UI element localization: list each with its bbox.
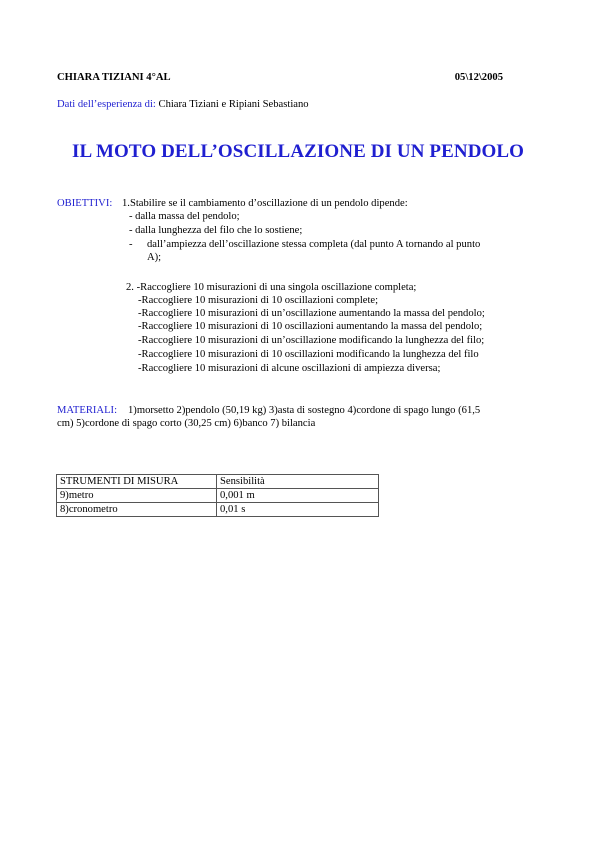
table-cell: 9)metro <box>57 489 217 503</box>
table-cell: 0,001 m <box>217 489 379 503</box>
instruments-table <box>56 474 379 517</box>
author-class: CHIARA TIZIANI 4°AL <box>57 72 171 83</box>
table-header-row <box>57 475 379 489</box>
table-row <box>57 489 379 503</box>
objective-2-item: -Raccogliere 10 misurazioni di un’oscillazione modificando la lunghezza del filo; <box>138 335 485 346</box>
table-cell: 8)cronometro <box>57 503 217 517</box>
objective-2-item: -Raccogliere 10 misurazioni di un’oscillazione aumentando la massa del pendolo; <box>138 308 485 319</box>
table-header-cell: STRUMENTI DI MISURA <box>57 475 217 489</box>
document-header <box>57 72 503 83</box>
objective-1-sub-length: - dalla lunghezza del filo che lo sostiene; <box>129 225 303 236</box>
materials-list-line1: 1)morsetto 2)pendolo (50,19 kg) 3)asta di sostegno 4)cordone di spago lungo (61,5 <box>128 405 481 416</box>
objective-2-item: -Raccogliere 10 misurazioni di 10 oscillazioni aumentando la massa del pendolo; <box>138 321 483 332</box>
objective-1-sub-amplitude-dash: - <box>129 239 133 250</box>
objective-1-sub-mass: - dalla massa del pendolo; <box>129 211 240 222</box>
objective-2-item: 2. -Raccogliere 10 misurazioni di una singola oscillazione completa; <box>126 282 417 293</box>
objective-2-item: -Raccogliere 10 misurazioni di alcune oscillazioni di ampiezza diversa; <box>138 363 441 374</box>
table-cell: 0,01 s <box>217 503 379 517</box>
participants-names: Chiara Tiziani e Ripiani Sebastiano <box>158 99 309 110</box>
objective-1: 1.Stabilire se il cambiamento d’oscillazione di un pendolo dipende: <box>122 198 408 209</box>
participants-label: Dati dell’esperienza di: <box>57 99 156 110</box>
objective-2-item: -Raccogliere 10 misurazioni di 10 oscillazioni complete; <box>138 295 379 306</box>
objective-2-item: -Raccogliere 10 misurazioni di 10 oscillazioni modificando la lunghezza del filo <box>138 349 479 360</box>
objectives-label: OBIETTIVI: <box>57 198 113 209</box>
objective-1-sub-amplitude: dall’ampiezza dell’oscillazione stessa completa (dal punto A tornando al punto <box>147 239 481 250</box>
table-header-cell: Sensibilità <box>217 475 379 489</box>
experiment-participants <box>57 99 309 110</box>
materials-label: MATERIALI: <box>57 405 118 416</box>
objective-1-sub-amplitude-cont: A); <box>147 252 162 263</box>
table-row <box>57 503 379 517</box>
document-date: 05\12\2005 <box>454 72 503 83</box>
materials-list-line2: cm) 5)cordone di spago corto (30,25 cm) 6)banco 7) bilancia <box>57 418 316 429</box>
page-title: IL MOTO DELL’OSCILLAZIONE DI UN PENDOLO <box>71 141 525 162</box>
